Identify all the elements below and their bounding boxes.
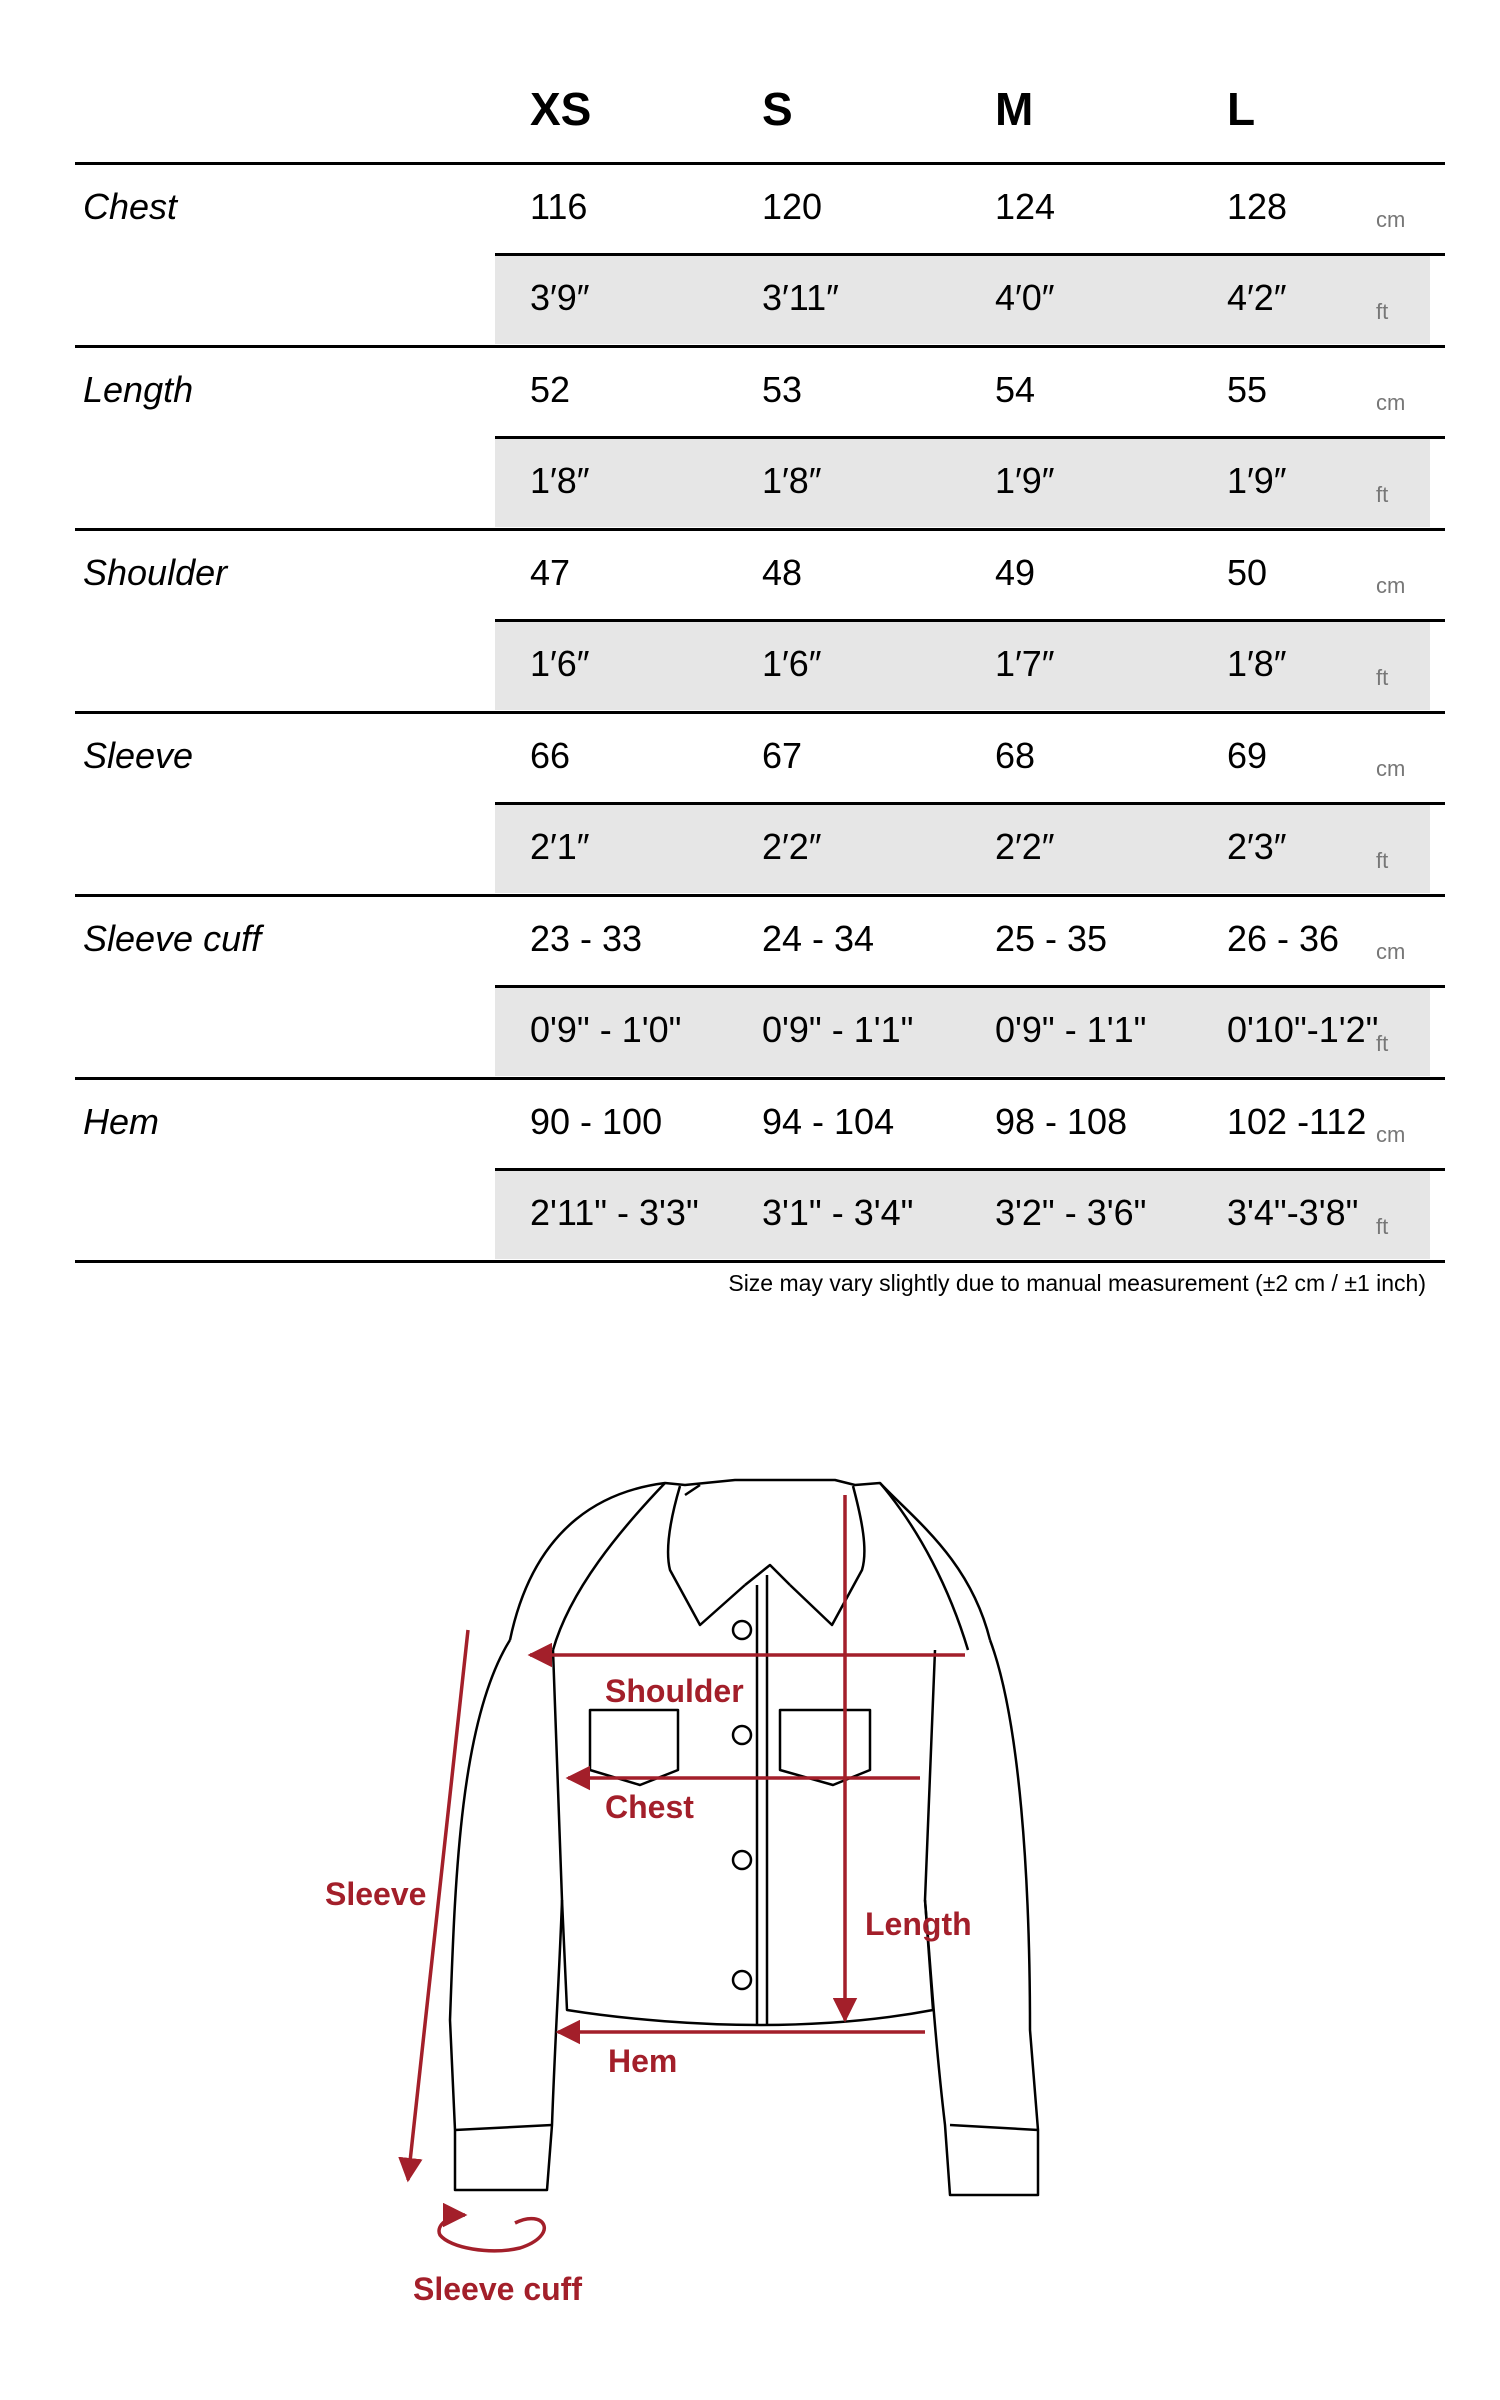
ft-row-shade [495, 803, 1430, 893]
cm-value: 24 - 34 [762, 918, 875, 959]
cm-value: 94 - 104 [762, 1101, 895, 1142]
unit-cm: cm [1376, 1122, 1406, 1147]
cm-value: 120 [762, 186, 823, 227]
ft-value: 1′8″ [1227, 643, 1287, 684]
unit-ft: ft [1376, 482, 1389, 507]
ft-value: 3'2" - 3'6" [995, 1192, 1147, 1233]
ft-value: 4′0″ [995, 277, 1055, 318]
row-label: Sleeve [83, 735, 194, 776]
row-rule [75, 1260, 1445, 1263]
cm-value: 102 -112 [1227, 1101, 1367, 1142]
unit-cm: cm [1376, 939, 1406, 964]
size-header-s: S [762, 83, 793, 135]
ft-value: 3′9″ [530, 277, 590, 318]
sub-rule [495, 802, 1445, 805]
sleeve-label: Sleeve [325, 1876, 427, 1912]
ft-value: 1′9″ [995, 460, 1055, 501]
ft-value: 0'9" - 1'1" [762, 1009, 914, 1050]
row-label: Shoulder [83, 552, 228, 593]
cm-value: 47 [530, 552, 571, 593]
measurement-arrows [408, 1495, 965, 2251]
unit-ft: ft [1376, 1214, 1389, 1239]
ft-value: 1′6″ [530, 643, 590, 684]
unit-cm: cm [1376, 756, 1406, 781]
size-header-xs: XS [530, 83, 592, 135]
cm-value: 49 [995, 552, 1036, 593]
cm-value: 23 - 33 [530, 918, 643, 959]
row-label: Sleeve cuff [83, 918, 262, 959]
measurement-note: Size may vary slightly due to manual measurement (±2 cm / ±1 inch) [728, 1270, 1426, 1296]
cm-value: 50 [1227, 552, 1268, 593]
ft-value: 0'9" - 1'0" [530, 1009, 682, 1050]
cm-value: 52 [530, 369, 571, 410]
ft-value: 3′11″ [762, 277, 839, 318]
jacket-outline [450, 1480, 1038, 2195]
ft-value: 3'1" - 3'4" [762, 1192, 914, 1233]
sub-rule [495, 985, 1445, 988]
unit-cm: cm [1376, 390, 1406, 415]
cm-value: 55 [1227, 369, 1268, 410]
ft-row-shade [495, 254, 1430, 344]
unit-cm: cm [1376, 207, 1406, 232]
ft-value: 4′2″ [1227, 277, 1287, 318]
cm-value: 116 [530, 186, 588, 227]
ft-row-shade [495, 437, 1430, 527]
sub-rule [495, 619, 1445, 622]
cm-value: 48 [762, 552, 803, 593]
ft-value: 1′8″ [530, 460, 590, 501]
cm-value: 68 [995, 735, 1036, 776]
ft-value: 2′3″ [1227, 826, 1287, 867]
ft-value: 1′7″ [995, 643, 1055, 684]
row-rule [75, 711, 1445, 714]
sleeve-cuff-label: Sleeve cuff [413, 2271, 582, 2307]
cm-value: 53 [762, 369, 803, 410]
unit-ft: ft [1376, 1031, 1389, 1056]
sub-rule [495, 1168, 1445, 1171]
row-rule [75, 1077, 1445, 1080]
unit-cm: cm [1376, 573, 1406, 598]
cm-value: 54 [995, 369, 1036, 410]
ft-value: 0'10"-1'2" [1227, 1009, 1379, 1050]
cm-value: 124 [995, 186, 1056, 227]
cm-value: 67 [762, 735, 803, 776]
ft-row-shade [495, 620, 1430, 710]
jacket-measurement-diagram [0, 1400, 1500, 2400]
row-rule [75, 528, 1445, 531]
row-rule [75, 345, 1445, 348]
table-top-rule [75, 162, 1445, 165]
ft-value: 0'9" - 1'1" [995, 1009, 1147, 1050]
cm-value: 90 - 100 [530, 1101, 663, 1142]
cm-value: 128 [1227, 186, 1288, 227]
ft-value: 1′6″ [762, 643, 822, 684]
ft-value: 2′1″ [530, 826, 590, 867]
unit-ft: ft [1376, 665, 1389, 690]
ft-value: 1′8″ [762, 460, 822, 501]
cm-value: 98 - 108 [995, 1101, 1128, 1142]
row-label: Length [83, 369, 194, 410]
ft-value: 1′9″ [1227, 460, 1287, 501]
row-label: Hem [83, 1101, 160, 1142]
unit-ft: ft [1376, 848, 1389, 873]
row-label: Chest [83, 186, 178, 227]
ft-value: 2′2″ [995, 826, 1055, 867]
sub-rule [495, 436, 1445, 439]
ft-value: 3'4"-3'8" [1227, 1192, 1359, 1233]
size-header-l: L [1227, 83, 1256, 135]
cm-value: 69 [1227, 735, 1268, 776]
cm-value: 25 - 35 [995, 918, 1108, 959]
cm-value: 66 [530, 735, 571, 776]
sub-rule [495, 253, 1445, 256]
chest-label: Chest [605, 1789, 694, 1825]
row-rule [75, 894, 1445, 897]
unit-ft: ft [1376, 299, 1389, 324]
size-header-m: M [995, 83, 1034, 135]
sleeve-cuff-arrow [439, 2215, 544, 2251]
hem-label: Hem [608, 2043, 678, 2079]
length-label: Length [865, 1906, 972, 1942]
cm-value: 26 - 36 [1227, 918, 1340, 959]
shoulder-label: Shoulder [605, 1673, 744, 1709]
ft-value: 2'11" - 3'3" [530, 1192, 699, 1233]
ft-value: 2′2″ [762, 826, 822, 867]
